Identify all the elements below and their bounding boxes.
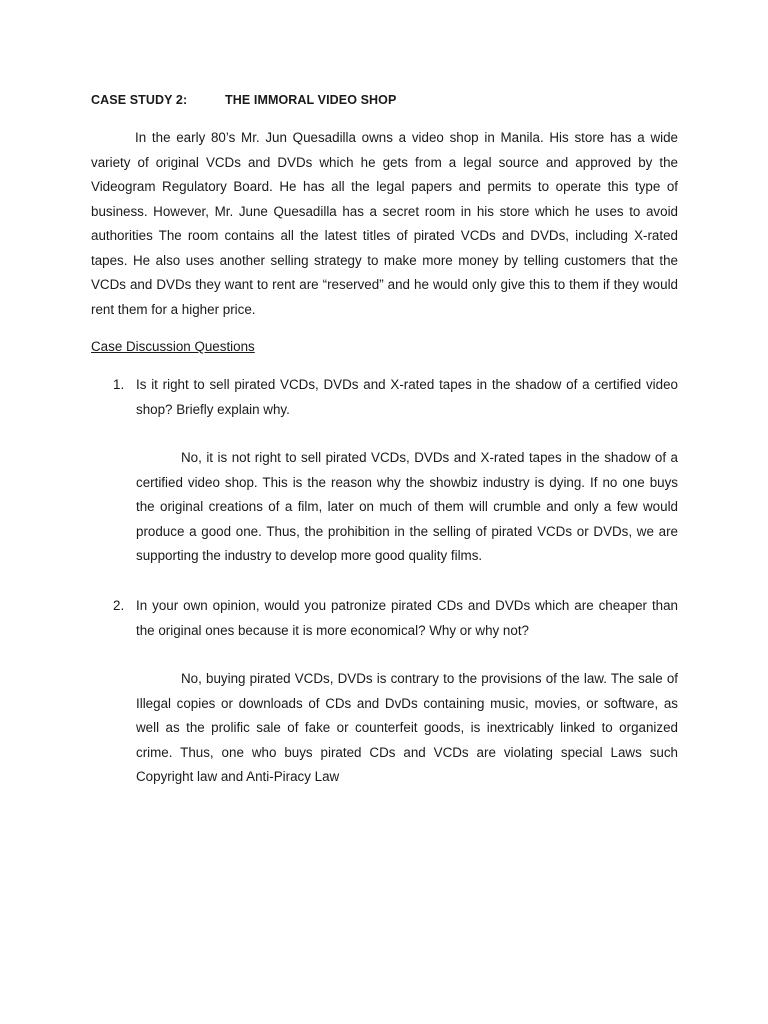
question-text: In your own opinion, would you patronize pirated CDs and DVDs which are cheaper than the original ones because it is more economical? Why or why not? [136,598,678,638]
case-title: THE IMMORAL VIDEO SHOP [225,93,397,107]
case-label: CASE STUDY 2: [91,93,188,107]
answer-paragraph: No, buying pirated VCDs, DVDs is contrary to the provisions of the law. The sale of Illegal copies or downloads of CDs and DvDs containing music, movies, or software, as well as the prolific sale of fake or counterfeit goods, is inextricably linked to organized crime. Thus, one who buys pirated CDs and VCDs are violating special Laws such Copyright law and Anti-Piracy Law [136,671,678,784]
intro-paragraph: In the early 80’s Mr. Jun Quesadilla owns a video shop in Manila. His store has a wide variety of original VCDs and DVDs which he gets from a legal source and approved by the Videogram Regulatory Board. He has all the legal papers and permits to operate this type of business. However, Mr. June Quesadilla has a secret room in his store which he uses to avoid authorities The room contains all the latest titles of pirated VCDs and DVDs, including X-rated tapes. He also uses another selling strategy to make more money by telling customers that the VCDs and DVDs they want to rent are “reserved” and he would only give this to them if they would rent them for a higher price. [91,130,678,317]
answer-paragraph: No, it is not right to sell pirated VCDs, DVDs and X-rated tapes in the shadow of a certified video shop. This is the reason why the showbiz industry is dying. If no one buys the original creations of a film, later on much of them will crumble and only a few would produce a good one. Thus, the prohibition in the selling of pirated VCDs or DVDs, we are supporting the industry to develop more good quality films. [136,450,678,563]
questions-heading: Case Discussion Questions [91,339,255,354]
case-heading [91,93,397,107]
question-number: 1. [113,377,125,392]
question-number: 2. [113,598,125,613]
question-text: Is it right to sell pirated VCDs, DVDs and X-rated tapes in the shadow of a certified video shop? Briefly explain why. [136,377,678,417]
